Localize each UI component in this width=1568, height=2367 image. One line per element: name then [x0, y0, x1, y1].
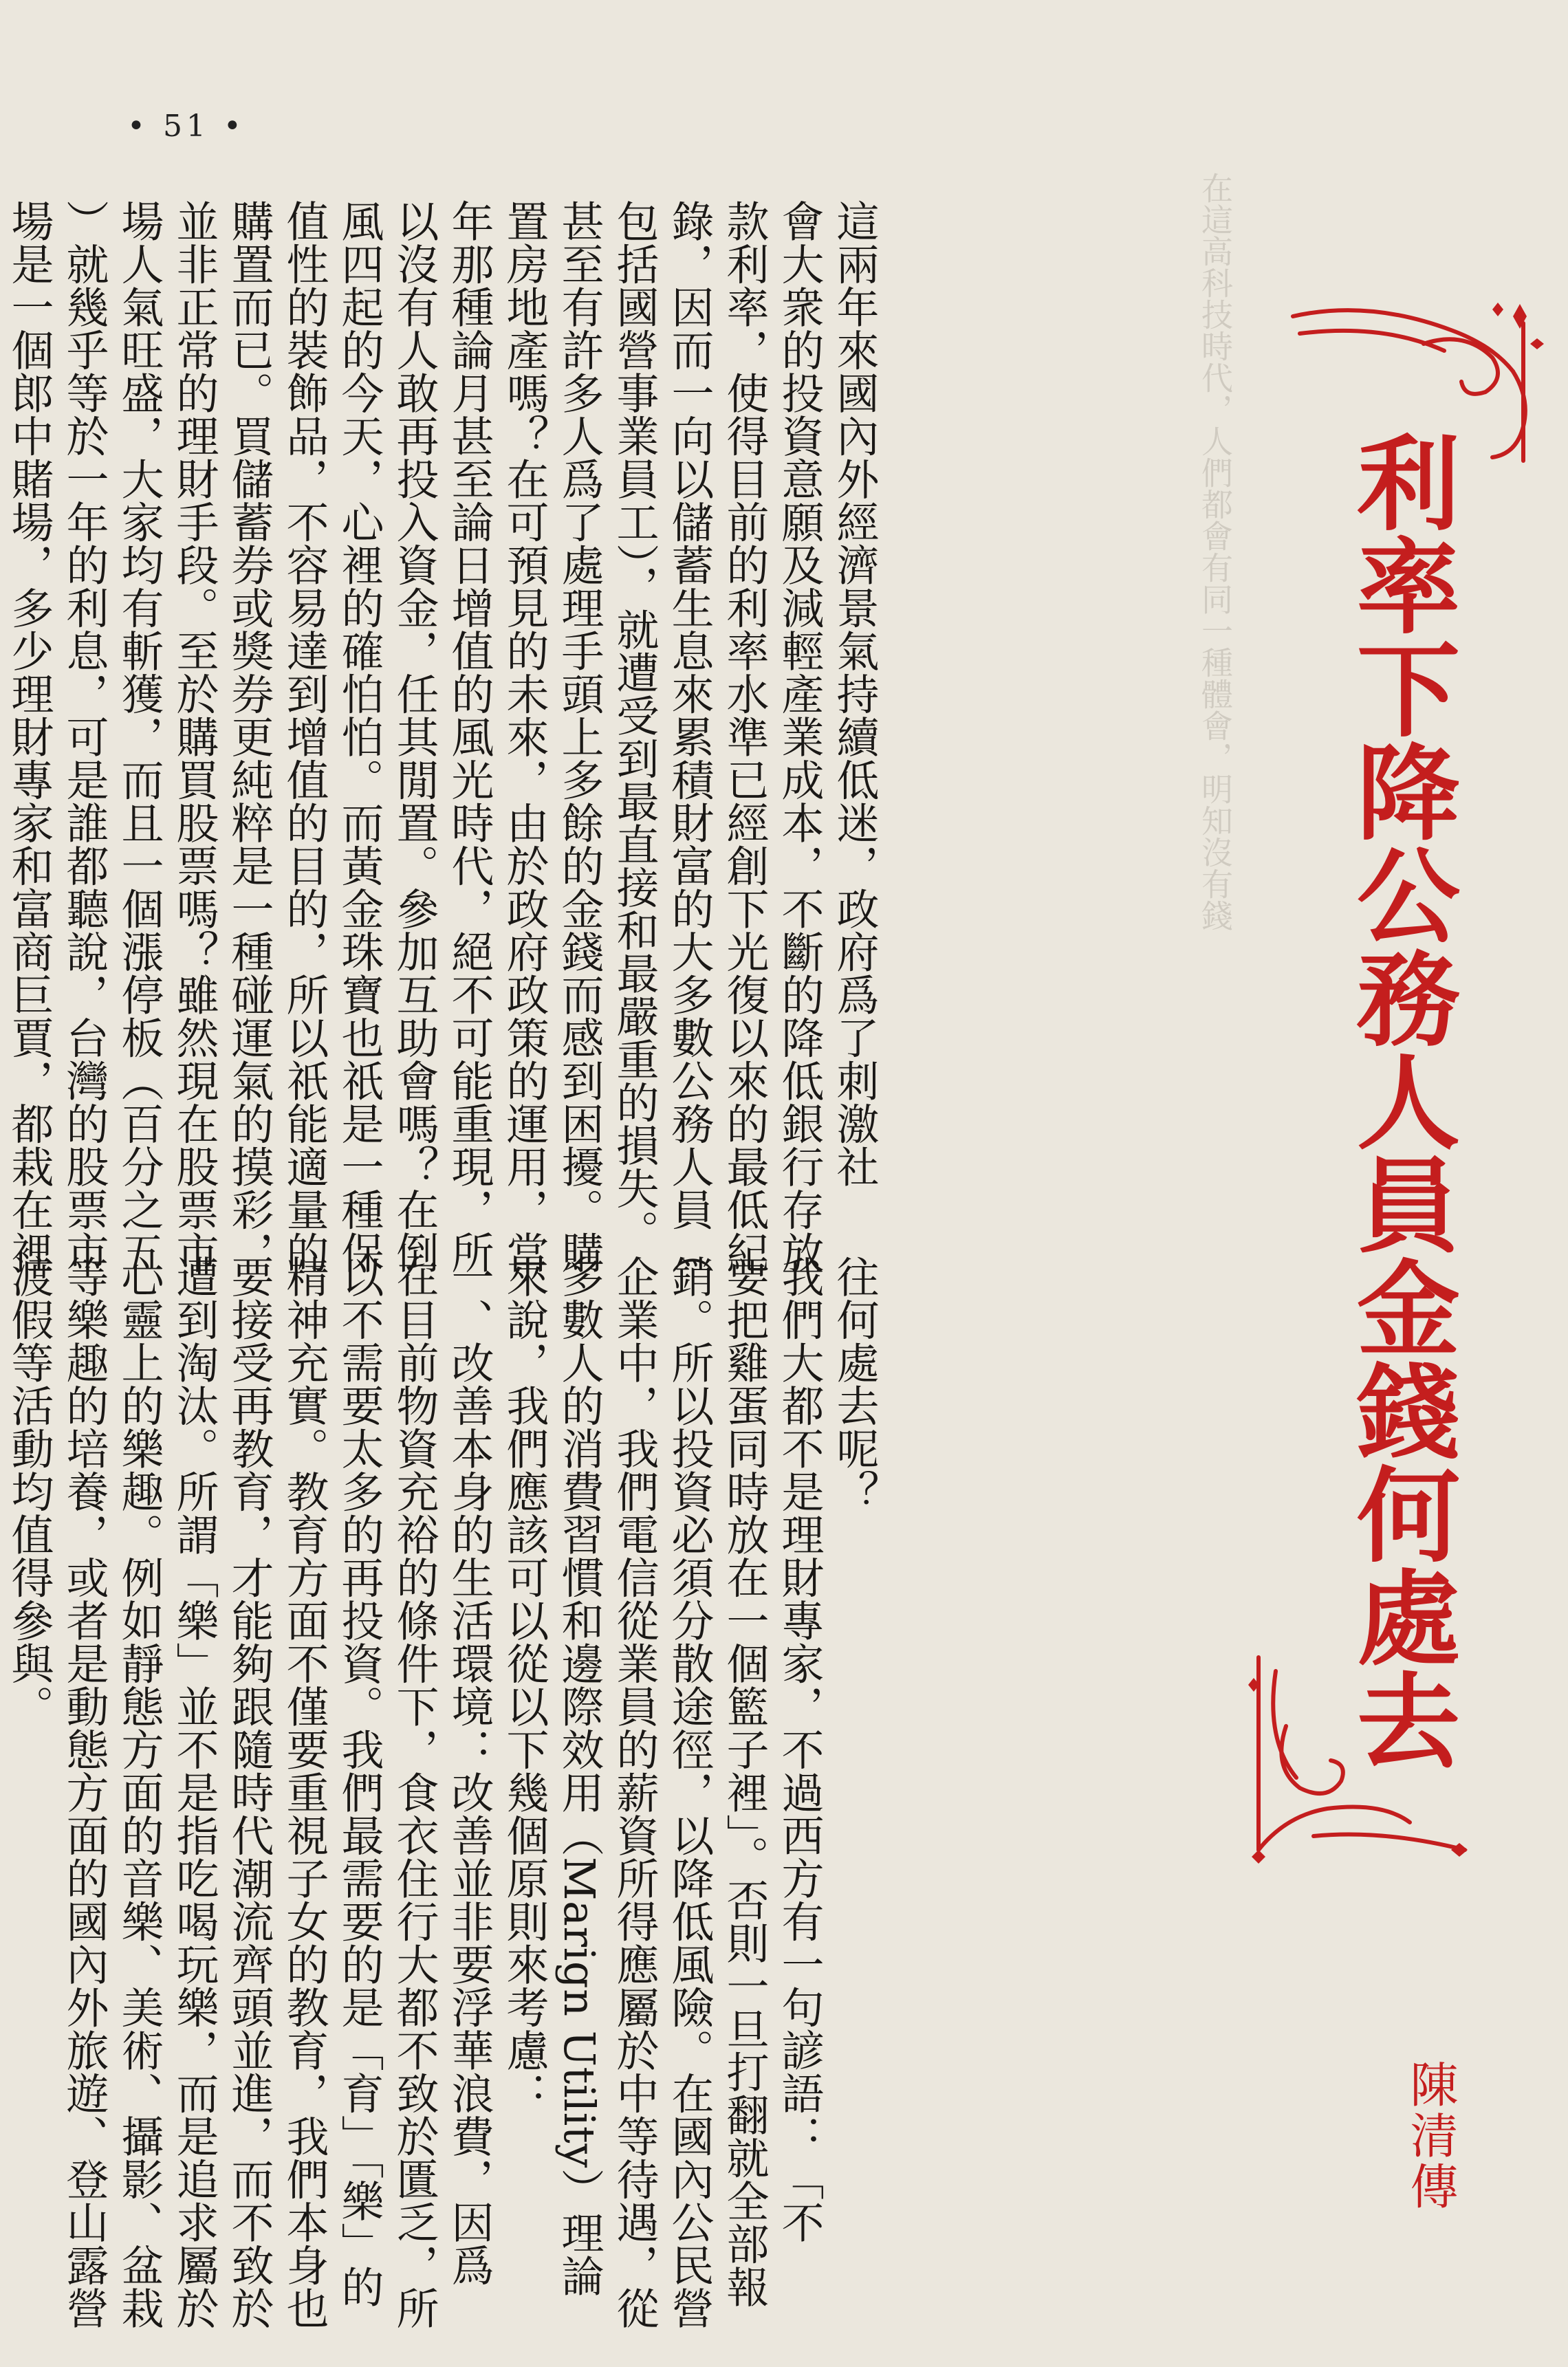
text-column: 等樂趣的培養，或者是動態方面的國內外旅遊、登山露營: [59, 1255, 109, 2330]
article-body-lower: [4, 1255, 882, 2330]
text-column: 並非正常的理財手段。至於購買股票嗎？雖然現在股票市: [169, 199, 219, 1274]
text-column: 一、改善本身的生活環境：改善並非要浮華浪費，因爲: [444, 1255, 494, 2287]
text-column: 要接受再教育，才能夠跟隨時代潮流齊頭並進，而不致於: [224, 1255, 274, 2330]
text-column: 場是一個郎中賭場，多少理財專家和富商巨賈，都栽在裡: [4, 199, 54, 1274]
article-title: 利率下降公務人員金錢何處去: [1339, 430, 1460, 1771]
text-column: 精神充實。教育方面不僅要重視子女的教育，我們本身也: [279, 1255, 329, 2330]
text-column: 渡假等活動均值得參與。: [4, 1255, 54, 1728]
text-column: 遭到淘汰。所謂「樂」並不是指吃喝玩樂，而是追求屬於: [169, 1255, 219, 2330]
text-column: 以不需要太多的再投資。我們最需要的是「育」「樂」的: [334, 1255, 384, 2309]
author-name: 陳清傳: [1402, 2060, 1459, 2212]
text-column: 以沒有人敢再投入資金，任其閒置。參加互助會嗎？在倒: [389, 199, 439, 1274]
text-column: 銷。所以投資必須分散途徑，以降低風險。在國內公民營: [664, 1255, 715, 2330]
text-column: 年那種論月甚至論日增值的風光時代，絕不可能重現，所: [444, 199, 494, 1274]
text-column: 來說，我們應該可以從以下幾個原則來考慮：: [499, 1255, 549, 2115]
text-column: ）就幾乎等於一年的利息，可是誰都聽說，台灣的股票市: [59, 199, 109, 1274]
text-column: 要把雞蛋同時放在一個籃子裡」。否則一旦打翻就全部報: [719, 1255, 770, 2309]
article-body-upper: [4, 199, 882, 1274]
text-column: 在目前物資充裕的條件下，食衣住行大都不致於匱乏，所: [389, 1255, 439, 2330]
text-column: 多數人的消費習慣和邊際效用（Marign Utility）理論: [554, 1255, 605, 2298]
text-column: 包括國營事業員工），就遭受到最直接和最嚴重的損失。: [609, 199, 660, 1253]
bleed-through-text: 在這高科技時代，人們都會有同一種體會，明知沒有錢: [1197, 172, 1234, 931]
text-column: 這兩年來國內外經濟景氣持續低迷，政府爲了刺激社: [829, 199, 880, 1188]
text-column: 心靈上的樂趣。例如靜態方面的音樂、美術、攝影、盆栽: [114, 1255, 164, 2330]
text-column: 場人氣旺盛，大家均有斬獲，而且一個漲停板（百分之五: [114, 199, 164, 1274]
text-column: 會大衆的投資意願及減輕產業成本，不斷的降低銀行存放: [774, 199, 825, 1274]
text-column: 值性的裝飾品，不容易達到增值的目的，所以祇能適量的: [279, 199, 329, 1274]
text-column: 甚至有許多人爲了處理手頭上多餘的金錢而感到困擾。購: [554, 199, 605, 1274]
text-column: 置房地產嗎？在可預見的未來，由於政府政策的運用，當: [499, 199, 549, 1274]
text-column: 錄，因而一向以儲蓄生息來累積財富的大多數公務人員（: [664, 199, 715, 1274]
text-column: 往何處去呢？: [829, 1255, 880, 1513]
text-column: 我們大都不是理財專家，不過西方有一句諺語：「不: [774, 1255, 825, 2244]
text-column: 款利率，使得目前的利率水準已經創下光復以來的最低紀: [719, 199, 770, 1274]
page-number: • 51 •: [127, 109, 246, 144]
text-column: 購置而已。買儲蓄券或獎券更純粹是一種碰運氣的摸彩，: [224, 199, 274, 1274]
text-column: 企業中，我們電信從業員的薪資所得應屬於中等待遇，從: [609, 1255, 660, 2330]
text-column: [0, 1255, 1, 2328]
text-column: 風四起的今天，心裡的確怕怕。而黃金珠寶也祇是一種保: [334, 199, 384, 1274]
